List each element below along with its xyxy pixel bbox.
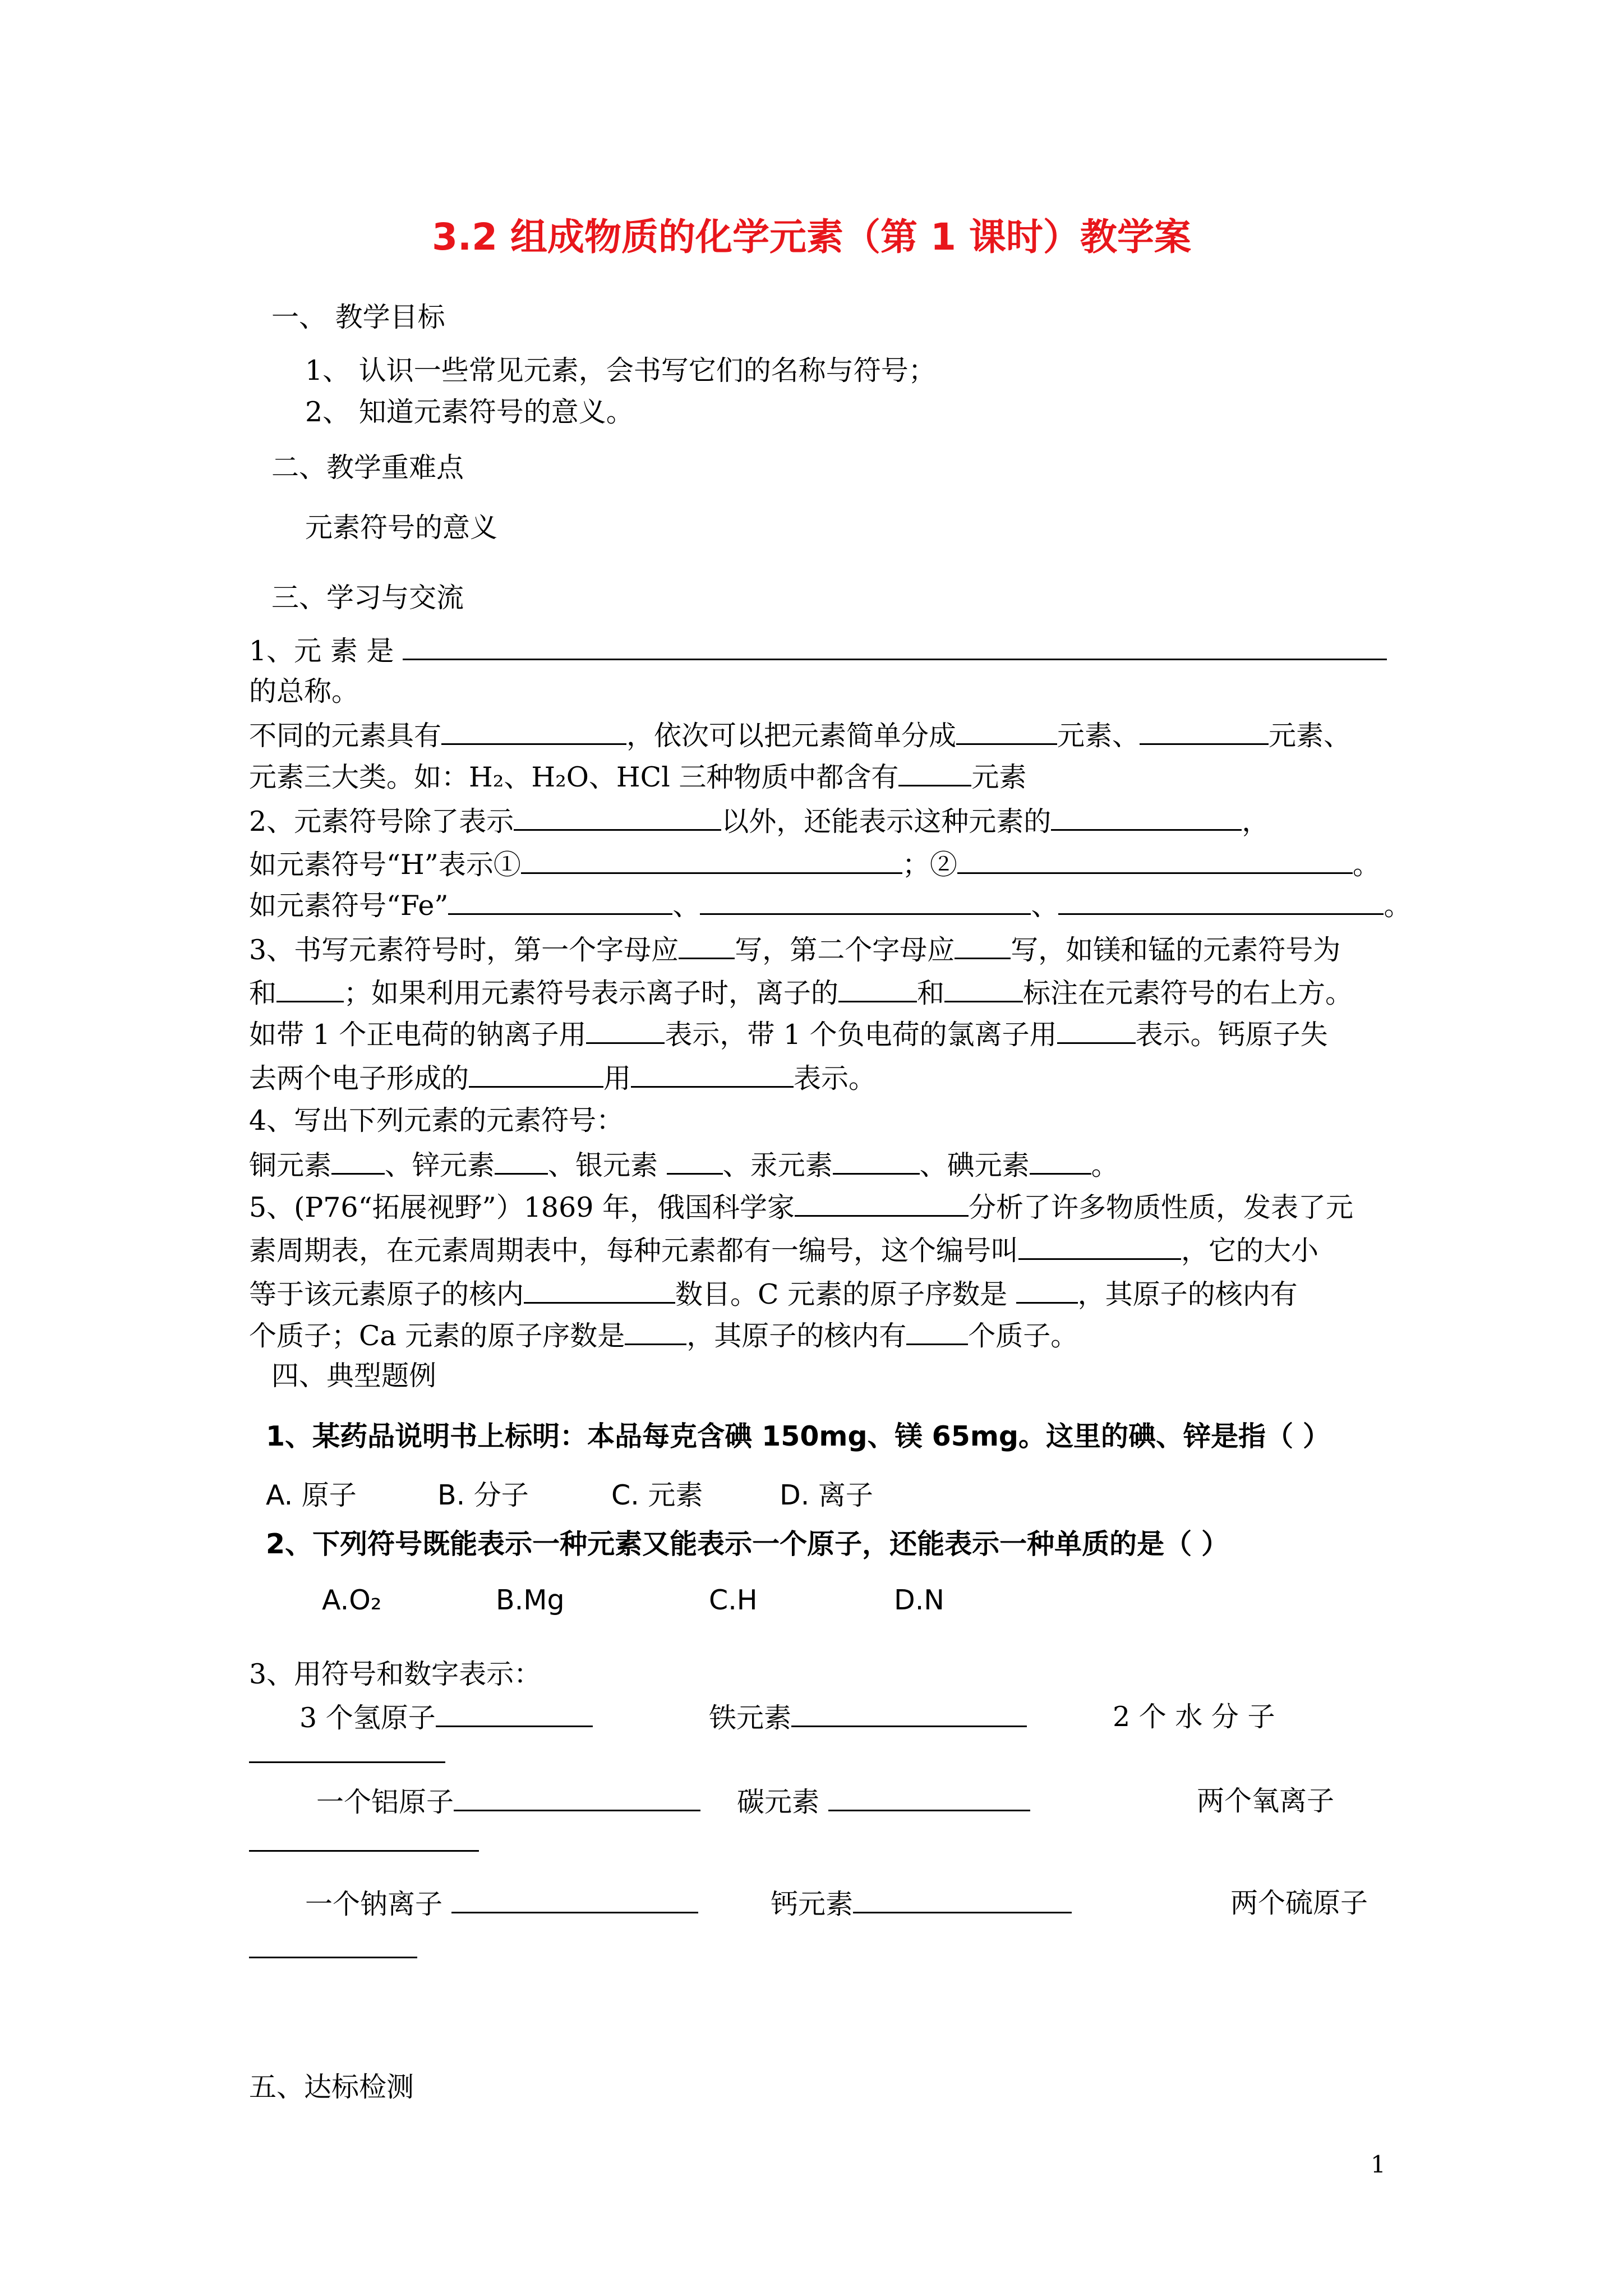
- example-1-option-d: D. 离子: [780, 1479, 873, 1511]
- example-2-option-c: C.H: [709, 1584, 758, 1616]
- example-3-item-3: 2 个 水 分 子: [1113, 1701, 1275, 1733]
- question-3-line-3: 如带 1 个正电荷的钠离子用 表示，带 1 个负电荷的氯离子用 表示。钙原子失: [249, 1015, 1328, 1053]
- section-3-heading: 三、学习与交流: [271, 582, 464, 614]
- question-4: 4、写出下列元素的元素符号：: [249, 1105, 624, 1137]
- example-3-item-7: 一个钠离子: [305, 1885, 698, 1923]
- objective-1: 1、 认识一些常见元素，会书写它们的名称与符号；: [305, 355, 936, 386]
- answer-line: [249, 1850, 479, 1852]
- question-2-line-1: 2、元素符号除了表示 以外，还能表示这种元素的 ，: [249, 802, 1269, 840]
- question-5-line-4: 个质子；Ca 元素的原子序数是 ，其原子的核内有 个质子。: [249, 1317, 1078, 1355]
- example-3: 3、用符号和数字表示：: [249, 1658, 542, 1690]
- question-1-line-1: 1、元 素 是: [249, 632, 1387, 670]
- objective-2: 2、 知道元素符号的意义。: [305, 396, 634, 428]
- question-4-items: 铜元素 、锌元素 、银元素 、汞元素 、碘元素 。: [249, 1146, 1119, 1184]
- question-2-line-3: 如元素符号“Fe” 、 、 。: [249, 886, 1411, 924]
- question-1-line-2: 的总称。: [249, 675, 359, 707]
- key-point: 元素符号的意义: [305, 512, 498, 544]
- example-2-option-d: D.N: [894, 1584, 944, 1616]
- example-3-item-4: 一个铝原子: [316, 1783, 700, 1821]
- question-5-line-2: 素周期表，在元素周期表中，每种元素都有一编号，这个编号叫 ，它的大小: [249, 1231, 1318, 1269]
- example-1-option-a: A. 原子: [266, 1479, 357, 1511]
- example-2-option-a: A.O₂: [322, 1584, 382, 1616]
- question-1-line-4: 元素三大类。如：H₂、H₂O、HCl 三种物质中都含有 元素: [249, 758, 1026, 796]
- section-4-heading: 四、典型题例: [271, 1360, 437, 1392]
- example-1-option-c: C. 元素: [611, 1479, 703, 1511]
- example-2: 2、下列符号既能表示一种元素又能表示一个原子，还能表示一种单质的是（ ）: [266, 1528, 1229, 1560]
- section-1-heading: 一、 教学目标: [271, 301, 445, 333]
- question-5-line-1: 5、(P76“拓展视野”）1869 年，俄国科学家 分析了许多物质性质，发表了元: [249, 1188, 1353, 1226]
- example-3-item-9: 两个硫原子: [1230, 1887, 1368, 1919]
- example-1: 1、某药品说明书上标明：本品每克含碘 150mg、镁 65mg。这里的碘、锌是指（ ）: [266, 1420, 1331, 1452]
- question-3-line-1: 3、书写元素符号时，第一个字母应 写，第二个字母应 写，如镁和锰的元素符号为: [249, 931, 1340, 969]
- example-2-option-b: B.Mg: [496, 1584, 565, 1616]
- example-3-item-1: 3 个氢原子: [299, 1699, 593, 1737]
- answer-line: [249, 1957, 417, 1958]
- example-3-item-6: 两个氧离子: [1197, 1785, 1335, 1817]
- example-3-item-2: 铁元素: [709, 1699, 1027, 1737]
- example-3-item-5: 碳元素: [737, 1783, 1030, 1821]
- question-5-line-3: 等于该元素原子的核内 数目。C 元素的原子序数是 ，其原子的核内有: [249, 1275, 1298, 1313]
- question-2-line-2: 如元素符号“H”表示① ；② 。: [249, 845, 1380, 884]
- answer-line: [249, 1761, 445, 1763]
- question-3-line-4: 去两个电子形成的 用 表示。: [249, 1059, 876, 1097]
- section-2-heading: 二、教学重难点: [271, 452, 464, 484]
- question-1-line-3: 不同的元素具有 ，依次可以把元素简单分成 元素、 元素、: [249, 716, 1351, 754]
- question-3-line-2: 和 ；如果利用元素符号表示离子时，离子的 和 标注在元素符号的右上方。: [249, 974, 1353, 1012]
- section-5-heading: 五、达标检测: [249, 2071, 414, 2103]
- example-3-item-8: 钙元素: [771, 1885, 1072, 1923]
- example-1-option-b: B. 分子: [437, 1479, 529, 1511]
- page-title: 3.2 组成物质的化学元素（第 1 课时）教学案: [432, 215, 1191, 259]
- page-number: 1: [1371, 2151, 1386, 2178]
